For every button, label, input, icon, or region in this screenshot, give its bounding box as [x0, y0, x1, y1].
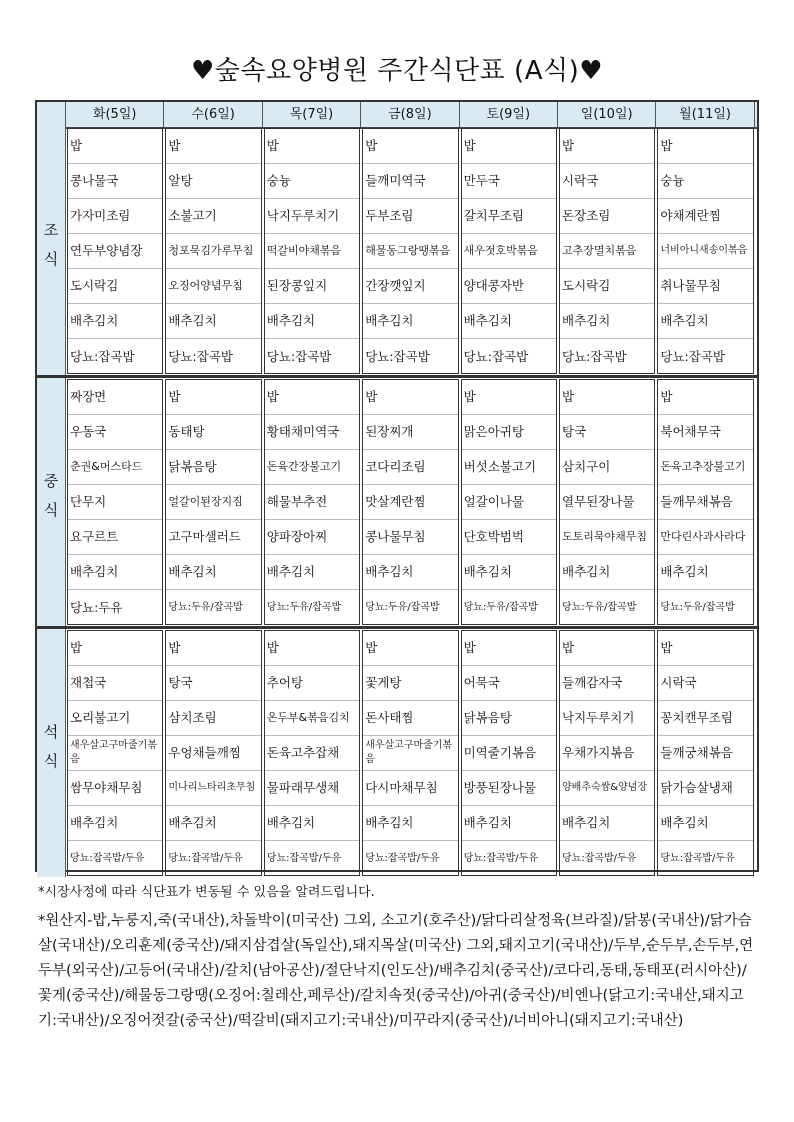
menu-item: 단무지 [68, 485, 162, 520]
menu-item: 된장콩잎지 [265, 269, 359, 304]
menu-item: 배추김치 [265, 806, 359, 841]
menu-item: 북어채무국 [658, 415, 752, 450]
menu-item: 배추김치 [658, 304, 752, 339]
day-meal-column [165, 128, 261, 374]
menu-item: 밥 [363, 380, 457, 415]
menu-item: 우채가지볶음 [560, 736, 654, 771]
menu-item: 배추김치 [462, 806, 556, 841]
menu-item: 밥 [658, 631, 752, 666]
menu-item: 배추김치 [658, 555, 752, 590]
meal-label-text: 석식 [41, 724, 60, 782]
menu-item: 배추김치 [166, 555, 260, 590]
menu-item: 고구마샐러드 [166, 520, 260, 555]
menu-item: 양파장아찌 [265, 520, 359, 555]
day-header: 금(8일) [361, 102, 459, 127]
menu-item: 밥 [166, 631, 260, 666]
menu-item: 만다린사과사라다 [658, 520, 752, 555]
day-meal-column [559, 128, 655, 374]
menu-item: 밥 [462, 380, 556, 415]
day-meal-column [264, 128, 360, 374]
page-title: ♥숲속요양병원 주간식단표 (A식)♥ [190, 56, 604, 86]
menu-item: 숭늉 [658, 164, 752, 199]
menu-item: 밥 [658, 380, 752, 415]
menu-item: 당뇨:두유/잡곡밥 [463, 602, 538, 613]
menu-item: 배추김치 [560, 304, 654, 339]
menu-item: 당뇨:잡곡밥 [266, 349, 332, 364]
menu-item: 삼치구이 [560, 450, 654, 485]
day-header: 수(6일) [164, 102, 262, 127]
menu-item: 코다리조림 [363, 450, 457, 485]
menu-item: 청포묵김가루무침 [166, 234, 260, 269]
menu-item: 춘권&머스타드 [68, 450, 162, 485]
meal-label-text: 중식 [41, 473, 60, 531]
menu-item: 밥 [166, 380, 260, 415]
day-meal-column [461, 630, 557, 876]
menu-item: 시락국 [560, 164, 654, 199]
day-meal-column [67, 630, 163, 876]
menu-item: 만두국 [462, 164, 556, 199]
menu-item: 밥 [265, 129, 359, 164]
menu-item: 당뇨:잡곡밥 [70, 349, 135, 364]
menu-item: 들깨미역국 [363, 164, 457, 199]
day-meal-column [657, 379, 753, 625]
day-header-row [37, 102, 757, 129]
menu-item: 양배추숙쌈&양념장 [560, 771, 654, 806]
day-meal-column [264, 379, 360, 625]
meal-label [37, 629, 66, 877]
menu-item: 당뇨:잡곡밥 [168, 349, 233, 364]
menu-item: 열무된장나물 [560, 485, 654, 520]
menu-item: 우엉채들깨찜 [166, 736, 260, 771]
menu-item: 버섯소불고기 [462, 450, 556, 485]
day-meal-column [67, 128, 163, 374]
menu-item: 된장찌개 [363, 415, 457, 450]
menu-item: 돈육간장불고기 [265, 450, 359, 485]
header-corner [37, 102, 66, 127]
menu-item: 당뇨:두유/잡곡밥 [365, 602, 440, 613]
menu-item: 밥 [265, 631, 359, 666]
menu-item: 숭늉 [265, 164, 359, 199]
menu-item: 들깨궁채볶음 [658, 736, 752, 771]
menu-item: 알탕 [166, 164, 260, 199]
menu-item: 동태탕 [166, 415, 260, 450]
menu-item: 들깨감자국 [560, 666, 654, 701]
menu-item: 새우살고구마줄기볶음 [68, 736, 162, 771]
menu-item: 배추김치 [363, 806, 457, 841]
menu-item: 가자미조림 [68, 199, 162, 234]
day-meal-column [461, 128, 557, 374]
menu-item: 떡갈비야채볶음 [265, 234, 359, 269]
day-header: 목(7일) [263, 102, 361, 127]
menu-item: 밥 [560, 129, 654, 164]
menu-item: 당뇨:잡곡밥 [562, 349, 627, 364]
menu-item: 콩나물국 [68, 164, 162, 199]
day-meal-column [559, 630, 655, 876]
menu-item: 다시마채무침 [363, 771, 457, 806]
menu-item: 탕국 [166, 666, 260, 701]
day-meal-column [657, 128, 753, 374]
menu-item: 당뇨:잡곡밥/두유 [168, 853, 243, 864]
menu-item: 밥 [560, 380, 654, 415]
day-header: 일(10일) [558, 102, 656, 127]
day-header: 월(11일) [656, 102, 754, 127]
menu-item: 추어탕 [265, 666, 359, 701]
menu-item: 닭가슴살냉채 [658, 771, 752, 806]
meal-label [37, 378, 66, 626]
menu-item: 시락국 [658, 666, 752, 701]
origin-notice: *원산지-밥,누룽지,죽(국내산),차돌박이(미국산) 그외, 소고기(호주산)/닭다리살정육(브라질)/닭봉(국내산)/닭가슴살(국내산)/오리훈제(중국산)/돼지삼겹살(독일산),돼지목살(미국산) 그외,돼지고기(국내산)/두부,순두부,손두부,연두부(외국산)/고등어(국내산)/갈치(남아공산)/절단낙지(인도산)/배추김치(중국산)/코다리,동태,동태포(러시아산)/꽃게(중국산)/해물동그랑땡(오징어:칠레산,페루산)/갈치속젓(중국산)/아귀(중국산)/비엔나(닭고기:국내산,돼지고기:국내산)/오징어젓갈(중국산)/떡갈비(돼지고기:국내산)/미꾸라지(중국산)/너비아니(돼지고기:국내산) [38, 913, 754, 1029]
menu-item: 당뇨:두유/잡곡밥 [660, 602, 735, 613]
menu-item: 온두부&볶음김치 [265, 701, 359, 736]
menu-item: 당뇨:잡곡밥 [365, 349, 430, 364]
menu-item: 밥 [462, 631, 556, 666]
menu-item: 배추김치 [462, 304, 556, 339]
menu-item: 소불고기 [166, 199, 260, 234]
menu-item: 닭볶음탕 [166, 450, 260, 485]
menu-item: 배추김치 [658, 806, 752, 841]
menu-item: 배추김치 [462, 555, 556, 590]
menu-item: 당뇨:잡곡밥/두유 [660, 853, 735, 864]
menu-item: 밥 [560, 631, 654, 666]
menu-item: 간장깻잎지 [363, 269, 457, 304]
menu-item: 우동국 [68, 415, 162, 450]
menu-item: 삼치조림 [166, 701, 260, 736]
menu-item: 오리불고기 [68, 701, 162, 736]
menu-item: 도토리묵야채무침 [560, 520, 654, 555]
menu-item: 탕국 [560, 415, 654, 450]
menu-item: 해물동그랑땡볶음 [363, 234, 457, 269]
menu-item: 당뇨:잡곡밥/두유 [562, 853, 637, 864]
day-meal-column [264, 630, 360, 876]
menu-item: 당뇨:두유/잡곡밥 [266, 602, 342, 613]
menu-item: 배추김치 [560, 555, 654, 590]
day-meal-column [67, 379, 163, 625]
menu-item: 배추김치 [363, 304, 457, 339]
menu-item: 도시락김 [68, 269, 162, 304]
menu-item: 황태채미역국 [265, 415, 359, 450]
meal-label [37, 127, 66, 375]
day-meal-column [559, 379, 655, 625]
menu-item: 돈사태찜 [363, 701, 457, 736]
menu-item: 당뇨:두유/잡곡밥 [168, 602, 243, 613]
day-meal-column [362, 379, 458, 625]
menu-item: 배추김치 [265, 304, 359, 339]
menu-item: 꽃게탕 [363, 666, 457, 701]
notes [38, 880, 758, 1034]
menu-item: 배추김치 [68, 304, 162, 339]
menu-item: 취나물무침 [658, 269, 752, 304]
menu-item: 오징어양념무침 [166, 269, 260, 304]
menu-item: 고추장멸치볶음 [560, 234, 654, 269]
menu-item: 배추김치 [560, 806, 654, 841]
menu-item: 배추김치 [265, 555, 359, 590]
menu-item: 들깨무채볶음 [658, 485, 752, 520]
menu-item: 밥 [658, 129, 752, 164]
menu-item: 맛살계란찜 [363, 485, 457, 520]
menu-item: 돈육고추잡채 [265, 736, 359, 771]
menu-item: 쌈무야채무침 [68, 771, 162, 806]
day-meal-column [165, 630, 261, 876]
menu-item: 배추김치 [166, 304, 260, 339]
menu-item: 밥 [363, 631, 457, 666]
menu-table [35, 100, 759, 872]
menu-item: 밥 [363, 129, 457, 164]
day-meal-column [165, 379, 261, 625]
menu-item: 밥 [68, 129, 162, 164]
menu-item: 도시락김 [560, 269, 654, 304]
menu-item: 낙지두루치기 [560, 701, 654, 736]
menu-item: 연두부양념장 [68, 234, 162, 269]
menu-item: 당뇨:잡곡밥/두유 [70, 853, 145, 864]
day-meal-column [362, 128, 458, 374]
meal-label-text: 조식 [41, 222, 60, 280]
menu-item: 돈육고추장불고기 [658, 450, 752, 485]
menu-item: 당뇨:잡곡밥/두유 [365, 853, 440, 864]
menu-item: 얼갈이된장지짐 [166, 485, 260, 520]
menu-item: 재첩국 [68, 666, 162, 701]
menu-item: 새우살고구마줄기볶음 [363, 736, 457, 771]
menu-item: 방풍된장나물 [462, 771, 556, 806]
menu-item: 미역줄기볶음 [462, 736, 556, 771]
menu-item: 닭볶음탕 [462, 701, 556, 736]
menu-item: 당뇨:두유/잡곡밥 [562, 602, 637, 613]
day-meal-column [362, 630, 458, 876]
menu-item: 당뇨:잡곡밥/두유 [266, 853, 342, 864]
menu-item: 어묵국 [462, 666, 556, 701]
menu-item: 미나리느타리초무침 [166, 771, 260, 806]
menu-item: 밥 [166, 129, 260, 164]
menu-item: 요구르트 [68, 520, 162, 555]
menu-item: 맑은아귀탕 [462, 415, 556, 450]
day-meal-column [657, 630, 753, 876]
menu-item: 밥 [68, 631, 162, 666]
meal-separator [37, 375, 757, 378]
menu-item: 양대콩자반 [462, 269, 556, 304]
day-header: 토(9일) [460, 102, 558, 127]
menu-item: 갈치무조림 [462, 199, 556, 234]
menu-item: 배추김치 [166, 806, 260, 841]
menu-item: 야채계란찜 [658, 199, 752, 234]
menu-item: 물파래무생채 [265, 771, 359, 806]
change-notice: *시장사정에 따라 식단표가 변동될 수 있음을 알려드립니다. [38, 885, 375, 900]
menu-item: 배추김치 [68, 806, 162, 841]
day-header: 화(5일) [66, 102, 164, 127]
menu-item: 단호박범벅 [462, 520, 556, 555]
menu-item: 콩나물무침 [363, 520, 457, 555]
menu-item: 꽁치캔무조림 [658, 701, 752, 736]
menu-item: 당뇨:두유 [70, 600, 123, 615]
menu-item: 배추김치 [363, 555, 457, 590]
menu-item: 돈장조림 [560, 199, 654, 234]
menu-item: 새우젓호박볶음 [462, 234, 556, 269]
menu-item: 짜장면 [68, 380, 162, 415]
menu-item: 해물부추전 [265, 485, 359, 520]
menu-item: 너비아니새송이볶음 [658, 234, 752, 269]
menu-item: 당뇨:잡곡밥 [463, 349, 529, 364]
menu-item: 당뇨:잡곡밥 [660, 349, 725, 364]
menu-item: 낙지두루치기 [265, 199, 359, 234]
day-meal-column [461, 379, 557, 625]
menu-item: 밥 [265, 380, 359, 415]
menu-item: 두부조림 [363, 199, 457, 234]
menu-item: 배추김치 [68, 555, 162, 590]
meal-separator [37, 626, 757, 629]
menu-item: 당뇨:잡곡밥/두유 [463, 853, 538, 864]
menu-item: 얼갈이나물 [462, 485, 556, 520]
menu-item: 밥 [462, 129, 556, 164]
